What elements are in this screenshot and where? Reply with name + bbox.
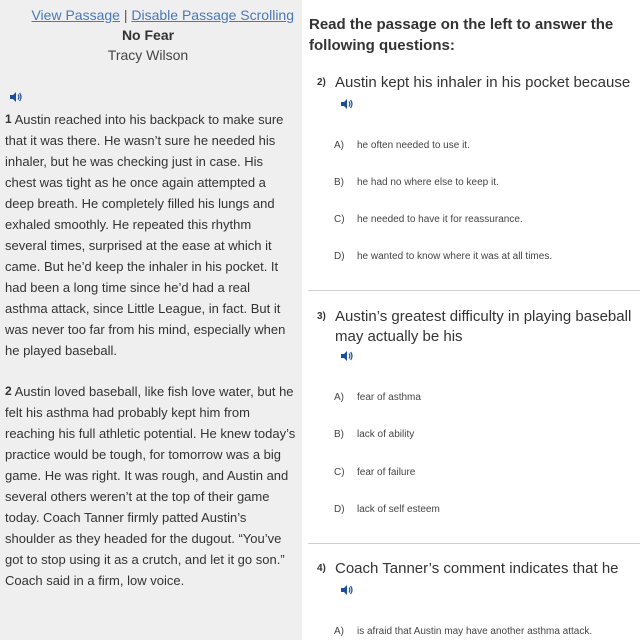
question-divider	[308, 290, 640, 291]
answer-option[interactable]: fear of failure	[357, 467, 416, 478]
question-text: Austin’s greatest difficulty in playing baseball may actually be his	[335, 308, 632, 345]
option-letter[interactable]: B)	[334, 429, 344, 440]
speaker-icon[interactable]	[9, 91, 23, 103]
question-number: 2)	[317, 77, 326, 88]
paragraph-text: Austin loved baseball, like fish love water, but he felt his asthma had probably kept him from reaching his full athletic potential. He knew today’s practice would be tough, for tomorrow was a big game. He was right. It was rough, and Austin and several others weren’t at the top of their game today. Coach Tanner firmly patted Austin’s shoulder as they headed for the dugout. “You’ve got to stop using it as a crutch, and let it go son.” Coach said in a firm, low voice.	[5, 384, 296, 588]
question-number: 4)	[317, 563, 326, 574]
answer-option[interactable]: lack of ability	[357, 429, 415, 440]
paragraph-number: 1	[5, 112, 12, 126]
answer-option[interactable]: he wanted to know where it was at all times.	[357, 251, 553, 262]
paragraph-text: Austin reached into his backpack to make sure that it was there. He wasn’t sure he needed his inhaler, but he was checking just in case. His chest was tight as he once again attempted a deep breath. He completely filled his lungs and exhaled smoothly. He repeated this rhythm several times, surprised at the ease at which it came. But he’d keep the inhaler in his pocket. It had been a long time since he’d had a real asthma attack, since Little League, in fact. But it was never too far from his mind, especially when he played baseball.	[5, 112, 286, 358]
passage-paragraph	[5, 381, 296, 591]
passage-title: No Fear	[121, 27, 175, 43]
disable-passage-scrolling-link[interactable]: Disable Passage Scrolling	[131, 7, 294, 23]
option-letter[interactable]: A)	[334, 392, 344, 403]
passage-paragraph	[5, 109, 296, 361]
option-letter[interactable]: A)	[334, 626, 344, 637]
view-passage-link[interactable]: View Passage	[31, 7, 120, 23]
option-letter[interactable]: C)	[334, 214, 345, 225]
question-pane[interactable]	[302, 0, 640, 640]
question-text: Austin kept his inhaler in his pocket because	[335, 74, 631, 91]
speaker-icon[interactable]	[340, 350, 354, 362]
answer-option[interactable]: he had no where else to keep it.	[357, 177, 499, 188]
speaker-icon[interactable]	[340, 98, 354, 110]
answer-option[interactable]: is afraid that Austin may have another asthma attack.	[357, 626, 593, 637]
option-letter[interactable]: C)	[334, 467, 345, 478]
answer-option[interactable]: lack of self esteem	[357, 504, 440, 515]
passage-author: Tracy Wilson	[107, 47, 189, 63]
answer-option[interactable]: fear of asthma	[357, 392, 421, 403]
passage-links	[0, 7, 302, 23]
instructions: Read the passage on the left to answer the following questions:	[309, 16, 614, 54]
option-letter[interactable]: B)	[334, 177, 344, 188]
question-text: Coach Tanner’s comment indicates that he	[335, 560, 619, 577]
link-separator: |	[123, 7, 128, 23]
passage-pane[interactable]	[0, 0, 302, 640]
question-number: 3)	[317, 311, 326, 322]
answer-option[interactable]: he often needed to use it.	[357, 140, 470, 151]
option-letter[interactable]: D)	[334, 504, 345, 515]
option-letter[interactable]: A)	[334, 140, 344, 151]
answer-option[interactable]: he needed to have it for reassurance.	[357, 214, 523, 225]
option-letter[interactable]: D)	[334, 251, 345, 262]
paragraph-number: 2	[5, 384, 12, 398]
question-divider	[308, 543, 640, 544]
speaker-icon[interactable]	[340, 584, 354, 596]
